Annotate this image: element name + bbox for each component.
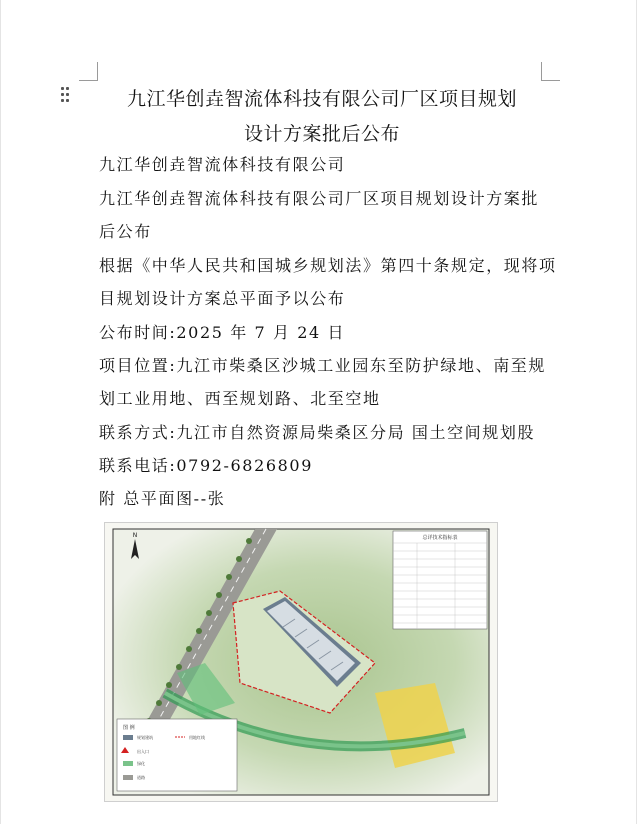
legend-title: 图 例 bbox=[123, 725, 135, 731]
contact-phone: 联系电话:0792-6826809 bbox=[99, 456, 313, 475]
site-plan-image bbox=[104, 522, 498, 802]
margin-corner-top-right bbox=[541, 62, 560, 81]
project-location-cont: 划工业用地、西至规划路、北至空地 bbox=[99, 389, 381, 408]
publish-date: 公布时间:2025 年 7 月 24 日 bbox=[99, 323, 346, 342]
paragraph-line: 后公布 bbox=[99, 222, 152, 241]
svg-text:N: N bbox=[132, 532, 138, 539]
legend-item: 道路 bbox=[137, 775, 145, 780]
document-title-line1: 九江华创垚智流体科技有限公司厂区项目规划 bbox=[126, 88, 517, 110]
document-title-line2: 设计方案批后公布 bbox=[243, 123, 400, 145]
paragraph-line: 九江华创垚智流体科技有限公司厂区项目规划设计方案批 bbox=[99, 189, 540, 208]
paragraph-line: 九江华创垚智流体科技有限公司 bbox=[99, 155, 346, 174]
margin-corner-top-left bbox=[79, 62, 98, 81]
legend-item: 规划建筑 bbox=[137, 735, 153, 740]
table-title: 总详技术指标表 bbox=[422, 535, 458, 541]
legend-item: 绿化 bbox=[137, 761, 145, 766]
project-location: 项目位置:九江市柴桑区沙城工业园东至防护绿地、南至规 bbox=[99, 356, 546, 375]
attachment-note: 附 总平面图--张 bbox=[99, 489, 226, 508]
paragraph-line: 根据《中华人民共和国城乡规划法》第四十条规定，现将项 bbox=[99, 256, 557, 275]
contact-info: 联系方式:九江市自然资源局柴桑区分局 国土空间规划股 bbox=[99, 423, 536, 442]
drag-handle-icon[interactable] bbox=[61, 87, 71, 103]
legend-item: 出入口 bbox=[137, 749, 149, 754]
paragraph-line: 目规划设计方案总平面予以公布 bbox=[99, 289, 346, 308]
legend-item: 用地红线 bbox=[189, 735, 205, 740]
